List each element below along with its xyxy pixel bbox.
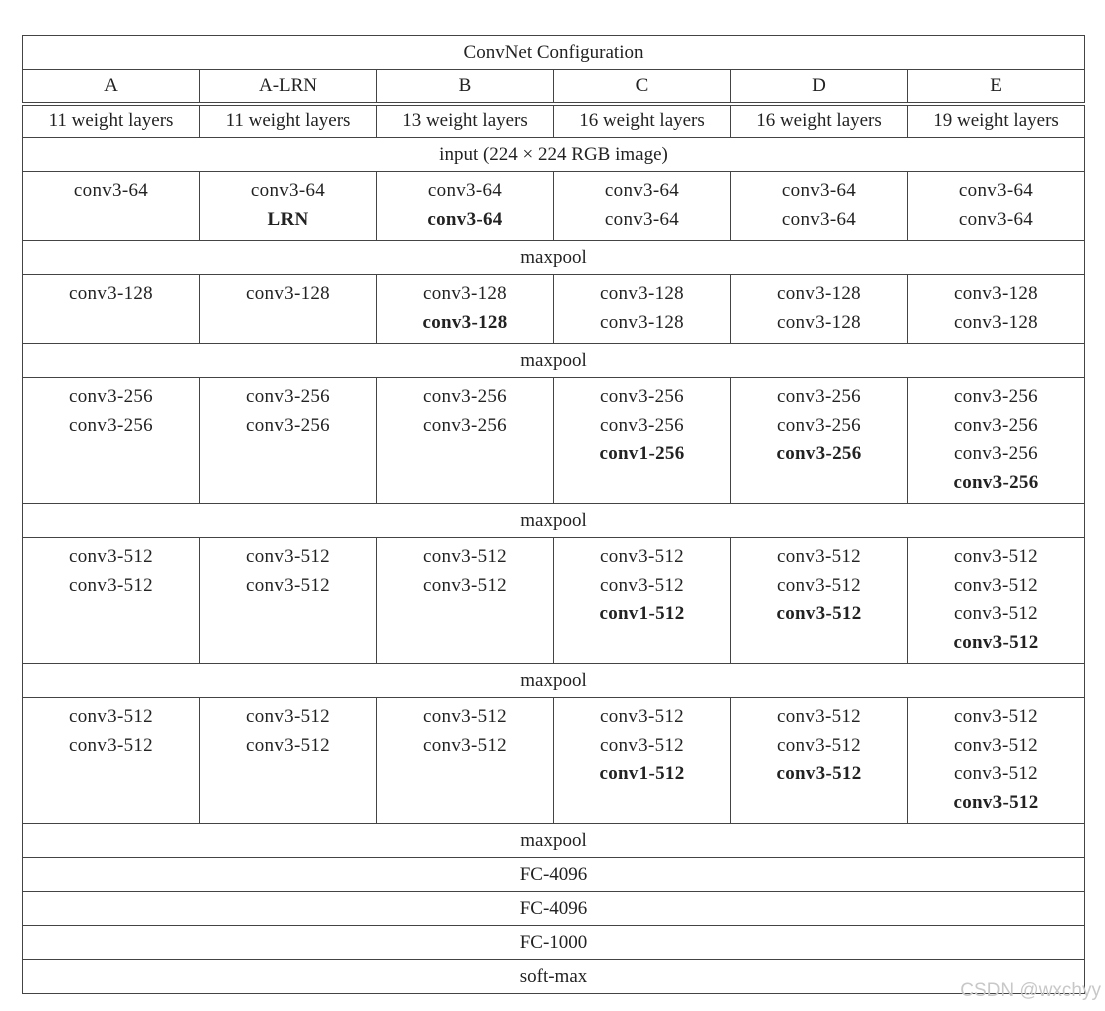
layer-entry: conv3-512 bbox=[776, 603, 862, 624]
layer-entry: conv3-512 bbox=[423, 574, 507, 596]
maxpool-row: maxpool bbox=[23, 344, 1085, 378]
layer-entry: conv3-128 bbox=[423, 283, 507, 304]
layer-entry: conv3-512 bbox=[69, 706, 153, 727]
layer-entry: conv3-256 bbox=[953, 471, 1039, 493]
conv-cell-d bbox=[731, 698, 908, 824]
input-row: input (224 × 224 RGB image) bbox=[23, 138, 1085, 172]
conv-cell-c bbox=[554, 172, 731, 241]
conv-cell-a bbox=[23, 378, 200, 504]
column-header-c: C bbox=[554, 70, 731, 104]
maxpool-row: maxpool bbox=[23, 664, 1085, 698]
layer-entry: conv3-128 bbox=[777, 311, 861, 333]
weight-layers-a: 11 weight layers bbox=[23, 104, 200, 138]
layer-entry: conv3-128 bbox=[600, 311, 684, 333]
conv-block-row-3 bbox=[23, 378, 1085, 504]
layer-entry: conv3-256 bbox=[954, 414, 1038, 436]
layer-entry: conv3-512 bbox=[69, 734, 153, 756]
maxpool-row: maxpool bbox=[23, 241, 1085, 275]
layer-entry: conv3-512 bbox=[777, 706, 861, 727]
conv-block-row-5 bbox=[23, 698, 1085, 824]
weight-layers-a-lrn: 11 weight layers bbox=[200, 104, 377, 138]
fc-layer-row: FC-4096 bbox=[23, 858, 1085, 892]
conv-cell-e bbox=[908, 172, 1085, 241]
layer-entry: conv3-128 bbox=[69, 283, 153, 304]
layer-entry: conv3-512 bbox=[954, 546, 1038, 567]
column-header-b: B bbox=[377, 70, 554, 104]
layer-entry: conv3-64 bbox=[958, 208, 1034, 230]
layer-entry: conv3-512 bbox=[954, 734, 1038, 756]
conv-cell-a bbox=[23, 698, 200, 824]
layer-entry: conv3-256 bbox=[600, 386, 684, 407]
layer-entry: conv3-512 bbox=[423, 546, 507, 567]
layer-entry: conv3-128 bbox=[246, 283, 330, 304]
layer-entry: conv3-512 bbox=[600, 706, 684, 727]
conv-cell-e bbox=[908, 698, 1085, 824]
conv-cell-c bbox=[554, 378, 731, 504]
layer-entry: conv3-512 bbox=[777, 734, 861, 756]
conv-cell-d bbox=[731, 538, 908, 664]
layer-entry: conv3-256 bbox=[777, 414, 861, 436]
layer-entry: conv3-128 bbox=[954, 283, 1038, 304]
conv-cell-e bbox=[908, 378, 1085, 504]
layer-entry: conv3-256 bbox=[246, 386, 330, 407]
weight-layers-e: 19 weight layers bbox=[908, 104, 1085, 138]
layer-entry: conv3-256 bbox=[777, 386, 861, 407]
conv-cell-a bbox=[23, 275, 200, 344]
layer-entry: conv3-64 bbox=[73, 180, 149, 201]
layer-entry: conv3-512 bbox=[776, 763, 862, 784]
layer-entry: conv1-512 bbox=[599, 763, 685, 784]
fc-layer-row: FC-4096 bbox=[23, 892, 1085, 926]
layer-entry: conv3-256 bbox=[776, 443, 862, 464]
layer-entry: conv3-64 bbox=[604, 180, 680, 201]
conv-cell-d bbox=[731, 275, 908, 344]
layer-entry: conv3-64 bbox=[958, 180, 1034, 201]
weight-layers-row bbox=[23, 104, 1085, 138]
conv-cell-d bbox=[731, 378, 908, 504]
layer-entry: conv3-256 bbox=[423, 414, 507, 436]
layer-entry: conv3-128 bbox=[954, 311, 1038, 333]
conv-block-row-1 bbox=[23, 172, 1085, 241]
conv-cell-b bbox=[377, 538, 554, 664]
layer-entry: conv3-512 bbox=[954, 763, 1038, 784]
layer-entry: conv3-512 bbox=[423, 734, 507, 756]
layer-entry: conv3-64 bbox=[427, 208, 503, 230]
layer-entry: conv1-512 bbox=[599, 603, 685, 624]
conv-block-row-4 bbox=[23, 538, 1085, 664]
maxpool-row: maxpool bbox=[23, 824, 1085, 858]
column-header-row bbox=[23, 70, 1085, 104]
conv-block-row-2 bbox=[23, 275, 1085, 344]
maxpool-row: maxpool bbox=[23, 504, 1085, 538]
column-header-a: A bbox=[23, 70, 200, 104]
conv-cell-a-lrn bbox=[200, 538, 377, 664]
conv-cell-a-lrn bbox=[200, 275, 377, 344]
layer-entry: conv3-128 bbox=[777, 283, 861, 304]
layer-entry: conv3-512 bbox=[600, 574, 684, 596]
conv-cell-b bbox=[377, 378, 554, 504]
layer-entry: conv3-512 bbox=[954, 574, 1038, 596]
layer-entry: conv3-64 bbox=[604, 208, 680, 230]
layer-entry: conv3-128 bbox=[422, 311, 508, 333]
column-header-d: D bbox=[731, 70, 908, 104]
layer-entry: conv3-256 bbox=[423, 386, 507, 407]
conv-cell-a bbox=[23, 538, 200, 664]
layer-entry: conv3-512 bbox=[954, 603, 1038, 624]
layer-entry: conv3-256 bbox=[954, 443, 1038, 464]
layer-entry: conv3-64 bbox=[250, 180, 326, 201]
layer-entry: conv3-512 bbox=[69, 574, 153, 596]
layer-entry: LRN bbox=[267, 208, 309, 230]
layer-entry: conv3-512 bbox=[246, 574, 330, 596]
column-header-e: E bbox=[908, 70, 1085, 104]
convnet-configuration-table bbox=[22, 35, 1085, 994]
conv-cell-c bbox=[554, 275, 731, 344]
layer-entry: conv3-64 bbox=[781, 208, 857, 230]
layer-entry: conv3-512 bbox=[600, 734, 684, 756]
weight-layers-d: 16 weight layers bbox=[731, 104, 908, 138]
layer-entry: conv3-512 bbox=[777, 574, 861, 596]
layer-entry: conv3-256 bbox=[246, 414, 330, 436]
layer-entry: conv3-512 bbox=[954, 706, 1038, 727]
watermark: CSDN @wxchyy bbox=[960, 980, 1101, 1001]
layer-entry: conv3-512 bbox=[423, 706, 507, 727]
column-header-a-lrn: A-LRN bbox=[200, 70, 377, 104]
layer-entry: conv3-256 bbox=[69, 386, 153, 407]
conv-cell-a-lrn bbox=[200, 698, 377, 824]
layer-entry: conv1-256 bbox=[599, 443, 685, 464]
conv-cell-e bbox=[908, 275, 1085, 344]
layer-entry: conv3-64 bbox=[781, 180, 857, 201]
layer-entry: conv3-512 bbox=[953, 631, 1039, 653]
layer-entry: conv3-512 bbox=[777, 546, 861, 567]
layer-entry: conv3-512 bbox=[246, 546, 330, 567]
layer-entry: conv3-512 bbox=[246, 706, 330, 727]
fc-layer-row: FC-1000 bbox=[23, 926, 1085, 960]
layer-entry: conv3-512 bbox=[953, 791, 1039, 813]
layer-entry: conv3-256 bbox=[954, 386, 1038, 407]
layer-entry: conv3-128 bbox=[600, 283, 684, 304]
conv-cell-a bbox=[23, 172, 200, 241]
conv-cell-b bbox=[377, 172, 554, 241]
conv-cell-b bbox=[377, 275, 554, 344]
softmax-row: soft-max bbox=[23, 960, 1085, 994]
layer-entry: conv3-512 bbox=[600, 546, 684, 567]
layer-entry: conv3-256 bbox=[600, 414, 684, 436]
conv-cell-d bbox=[731, 172, 908, 241]
conv-cell-a-lrn bbox=[200, 172, 377, 241]
conv-cell-e bbox=[908, 538, 1085, 664]
conv-cell-c bbox=[554, 698, 731, 824]
conv-cell-a-lrn bbox=[200, 378, 377, 504]
table-title: ConvNet Configuration bbox=[23, 36, 1085, 70]
weight-layers-c: 16 weight layers bbox=[554, 104, 731, 138]
layer-entry: conv3-512 bbox=[246, 734, 330, 756]
conv-cell-c bbox=[554, 538, 731, 664]
layer-entry: conv3-256 bbox=[69, 414, 153, 436]
layer-entry: conv3-64 bbox=[427, 180, 503, 201]
weight-layers-b: 13 weight layers bbox=[377, 104, 554, 138]
conv-cell-b bbox=[377, 698, 554, 824]
layer-entry: conv3-512 bbox=[69, 546, 153, 567]
